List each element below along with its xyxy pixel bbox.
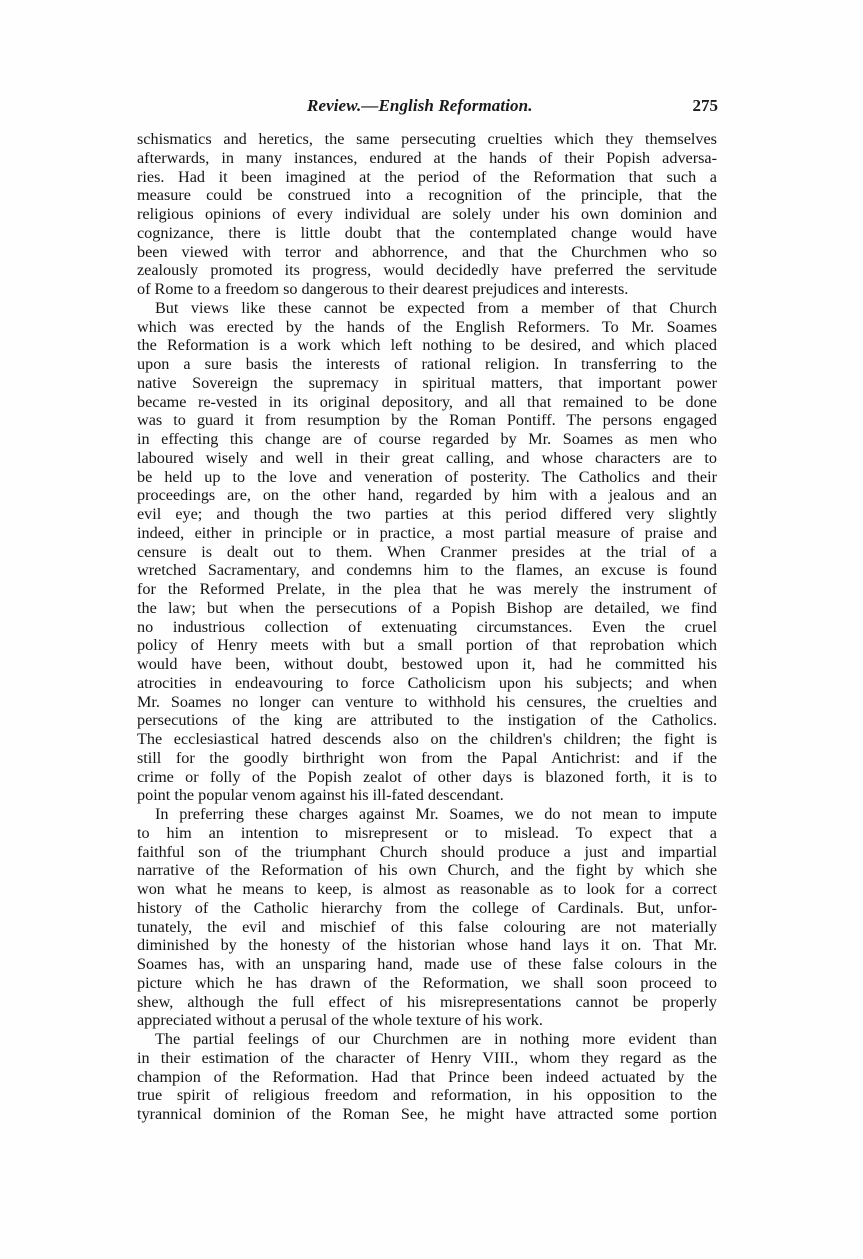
paragraph: [137, 805, 717, 1030]
paragraph: [137, 130, 717, 299]
text-line: policy of Henry meets with but a small portion of that reprobation which: [137, 636, 717, 655]
text-line: In preferring these charges against Mr. Soames, we do not mean to impute: [155, 805, 717, 823]
text-line: religious opinions of every individual are solely under his own dominion and: [137, 205, 717, 223]
text-line: Soames has, with an unsparing hand, made use of these false colours in the: [137, 955, 717, 973]
text-line: won what he means to keep, is almost as reasonable as to look for a correct: [137, 880, 717, 898]
text-line: been viewed with terror and abhorrence, and that the Churchmen who so: [137, 242, 717, 261]
text-line: measure could be construed into a recognition of the principle, that the: [137, 186, 717, 205]
text-line: narrative of the Reformation of his own Church, and the fight by which she: [137, 861, 717, 880]
page-number: 275: [692, 96, 718, 115]
text-line: still for the goodly birthright won from the Papal Antichrist: and if the: [137, 748, 717, 767]
text-line: point the popular venom against his ill-fated descendant.: [137, 786, 504, 805]
text-line: champion of the Reformation. Had that Prince been indeed actuated by the: [137, 1067, 717, 1086]
running-title: Review.—English Reformation.: [307, 96, 533, 115]
text-line: for the Reformed Prelate, in the plea that he was merely the instrument of: [137, 580, 717, 598]
body-text: [137, 130, 717, 1124]
text-line: no industrious collection of extenuating circumstances. Even the cruel: [137, 617, 717, 636]
text-line: shew, although the full effect of his misrepresentations cannot be properly: [137, 992, 717, 1011]
text-line: schismatics and heretics, the same persecuting cruelties which they themselves: [137, 130, 717, 148]
text-line: upon a sure basis the interests of rational religion. In transferring to the: [137, 355, 717, 373]
text-line: in their estimation of the character of Henry VIII., whom they regard as the: [137, 1048, 717, 1067]
text-line: proceedings are, on the other hand, regarded by him with a jealous and an: [137, 486, 717, 505]
text-line: which was erected by the hands of the English Reformers. To Mr. Soames: [137, 317, 717, 336]
text-line: afterwards, in many instances, endured at the hands of their Popish adversa-: [137, 148, 717, 167]
text-line: crime or folly of the Popish zealot of other days is blazoned forth, it is to: [137, 767, 717, 786]
text-line: ries. Had it been imagined at the period of the Reformation that such a: [137, 167, 717, 186]
text-line: appreciated without a perusal of the whole texture of his work.: [137, 1011, 543, 1030]
text-line: The partial feelings of our Churchmen are in nothing more evident than: [155, 1030, 717, 1048]
text-line: evil eye; and though the two parties at this period differed very slightly: [137, 505, 717, 523]
text-line: of Rome to a freedom so dangerous to their dearest prejudices and interests.: [137, 280, 629, 298]
paragraph: [137, 1030, 717, 1124]
text-line: Mr. Soames no longer can venture to withhold his censures, the cruelties and: [137, 692, 717, 711]
text-line: diminished by the honesty of the historian whose hand lays it on. That Mr.: [137, 936, 717, 955]
text-line: native Sovereign the supremacy in spiritual matters, that important power: [137, 373, 717, 392]
text-line: the law; but when the persecutions of a Popish Bishop are detailed, we find: [137, 598, 717, 617]
text-line: was to guard it from resumption by the Roman Pontiff. The persons engaged: [137, 411, 717, 430]
text-line: true spirit of religious freedom and reformation, in his opposition to the: [137, 1086, 717, 1105]
text-line: faithful son of the triumphant Church should produce a just and impartial: [137, 842, 717, 861]
running-head: [137, 96, 718, 120]
text-line: picture which he has drawn of the Reformation, we shall soon proceed to: [137, 973, 717, 992]
text-line: atrocities in endeavouring to force Catholicism upon his subjects; and when: [137, 673, 717, 692]
text-line: censure is dealt out to them. When Cranmer presides at the trial of a: [137, 542, 717, 561]
text-line: be held up to the love and veneration of posterity. The Catholics and their: [137, 467, 717, 486]
text-line: became re-vested in its original depository, and all that remained to be done: [137, 392, 717, 411]
text-line: the Reformation is a work which left nothing to be desired, and which placed: [137, 336, 717, 355]
paragraph: [137, 299, 717, 805]
text-line: in effecting this change are of course regarded by Mr. Soames as men who: [137, 430, 717, 448]
text-line: zealously promoted its progress, would decidedly have preferred the servitude: [137, 261, 717, 280]
text-line: would have been, without doubt, bestowed upon it, had he committed his: [137, 655, 717, 673]
text-line: tyrannical dominion of the Roman See, he might have attracted some portion: [137, 1105, 717, 1123]
text-line: The ecclesiastical hatred descends also on the children's children; the fight is: [137, 730, 717, 748]
text-line: wretched Sacramentary, and condemns him to the flames, an excuse is found: [137, 561, 717, 580]
text-line: laboured wisely and well in their great calling, and whose characters are to: [137, 448, 717, 467]
text-line: tunately, the evil and mischief of this false colouring are not materially: [137, 917, 717, 936]
text-line: cognizance, there is little doubt that the contemplated change would have: [137, 223, 717, 242]
text-line: persecutions of the king are attributed to the instigation of the Catholics.: [137, 711, 717, 730]
text-line: to him an intention to misrepresent or to mislead. To expect that a: [137, 823, 717, 842]
text-line: But views like these cannot be expected from a member of that Church: [155, 298, 717, 317]
text-line: history of the Catholic hierarchy from the college of Cardinals. But, unfor-: [137, 898, 717, 917]
text-line: indeed, either in principle or in practice, a most partial measure of praise and: [137, 523, 717, 542]
